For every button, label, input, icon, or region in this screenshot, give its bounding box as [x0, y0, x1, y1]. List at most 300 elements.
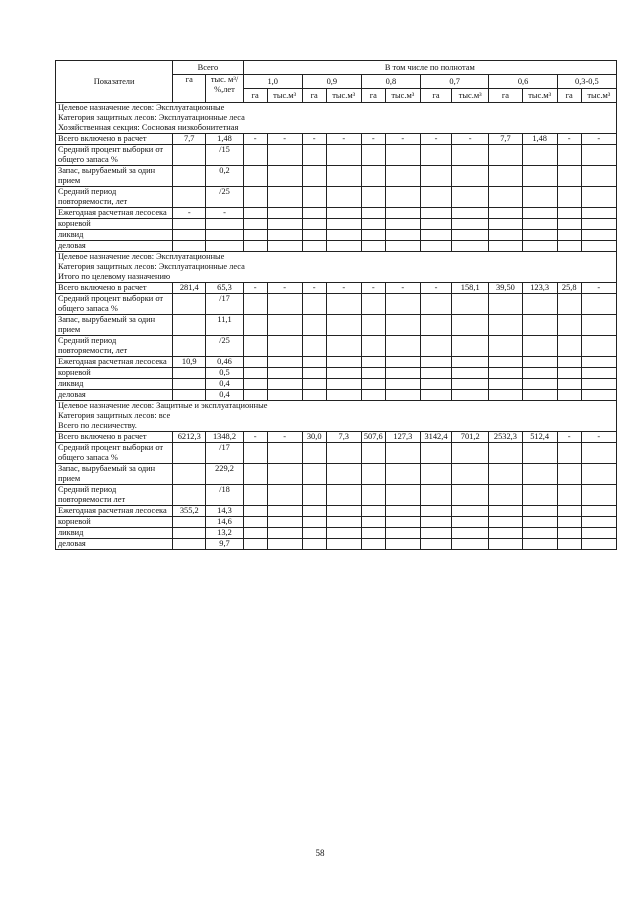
cell-density — [581, 336, 616, 357]
cell-density — [489, 336, 522, 357]
header-density: 0,9 — [302, 75, 361, 89]
cell-density — [581, 315, 616, 336]
cell-density — [243, 219, 267, 230]
cell-density — [361, 219, 385, 230]
section-heading-line: Категория защитных лесов: Эксплуатационные леса — [58, 262, 245, 271]
cell-total-m3: 1348,2 — [206, 432, 243, 443]
row-label: корневой — [56, 368, 173, 379]
cell-density — [326, 336, 361, 357]
cell-density — [452, 145, 489, 166]
cell-density — [267, 294, 302, 315]
cell-density — [267, 368, 302, 379]
cell-density — [557, 485, 581, 506]
cell-density — [581, 379, 616, 390]
row-label: Ежегодная расчетная лесосека — [56, 506, 173, 517]
cell-density: 127,3 — [385, 432, 420, 443]
table-row — [56, 219, 617, 230]
section-heading-line: Хозяйственная секция: Сосновая низкобонитетная — [58, 123, 239, 132]
cell-total-m3 — [206, 219, 243, 230]
cell-density — [267, 539, 302, 550]
cell-total-ha — [173, 219, 206, 230]
header-indicators: Показатели — [56, 61, 173, 103]
cell-total-ha — [173, 517, 206, 528]
section-heading-line: Категория защитных лесов: все — [58, 411, 171, 420]
cell-density — [522, 241, 557, 252]
cell-density — [326, 145, 361, 166]
cell-total-ha: 281,4 — [173, 283, 206, 294]
cell-density — [581, 506, 616, 517]
cell-density — [557, 390, 581, 401]
cell-density — [489, 230, 522, 241]
section-heading-line: Итого по целевому назначению — [58, 272, 171, 281]
cell-density — [557, 528, 581, 539]
cell-density — [361, 368, 385, 379]
cell-density — [420, 357, 451, 368]
cell-density — [489, 368, 522, 379]
cell-density — [302, 315, 326, 336]
cell-total-m3: 13,2 — [206, 528, 243, 539]
cell-density: 507,6 — [361, 432, 385, 443]
cell-total-ha — [173, 230, 206, 241]
cell-density — [302, 464, 326, 485]
cell-density — [267, 357, 302, 368]
cell-density: - — [420, 283, 451, 294]
cell-density — [361, 357, 385, 368]
cell-density — [326, 390, 361, 401]
cell-density — [385, 357, 420, 368]
cell-density: - — [581, 283, 616, 294]
cell-density — [581, 517, 616, 528]
cell-density — [420, 241, 451, 252]
cell-density — [420, 187, 451, 208]
cell-density — [522, 485, 557, 506]
cell-density — [581, 443, 616, 464]
cell-density — [557, 539, 581, 550]
cell-density — [581, 357, 616, 368]
cell-density — [489, 166, 522, 187]
cell-density — [361, 464, 385, 485]
cell-density — [420, 230, 451, 241]
cell-density — [361, 241, 385, 252]
cell-density — [267, 230, 302, 241]
cell-density — [361, 145, 385, 166]
cell-total-ha — [173, 464, 206, 485]
cell-density — [302, 294, 326, 315]
cell-density — [581, 294, 616, 315]
cell-density: 701,2 — [452, 432, 489, 443]
table-row — [56, 432, 617, 443]
cell-density: 39,50 — [489, 283, 522, 294]
cell-density — [267, 379, 302, 390]
cell-density — [385, 315, 420, 336]
cell-density — [326, 294, 361, 315]
row-label: корневой — [56, 517, 173, 528]
cell-density — [557, 145, 581, 166]
cell-density — [243, 357, 267, 368]
row-label: Всего включено в расчет — [56, 283, 173, 294]
cell-density — [326, 528, 361, 539]
cell-density — [522, 390, 557, 401]
cell-density — [557, 357, 581, 368]
cell-total-ha: - — [173, 208, 206, 219]
header-density: 1,0 — [243, 75, 302, 89]
cell-density — [522, 539, 557, 550]
cell-density — [302, 241, 326, 252]
cell-density — [326, 506, 361, 517]
row-label: Запас, вырубаемый за один прием — [56, 464, 173, 485]
cell-total-m3: /18 — [206, 485, 243, 506]
cell-total-m3 — [206, 241, 243, 252]
cell-density — [361, 208, 385, 219]
header-density: 0,8 — [361, 75, 420, 89]
cell-density — [267, 336, 302, 357]
cell-density: - — [361, 283, 385, 294]
cell-density — [557, 241, 581, 252]
cell-density — [243, 464, 267, 485]
cell-density: - — [452, 134, 489, 145]
table-row — [56, 134, 617, 145]
row-label: Средний период повторяемости, лет — [56, 187, 173, 208]
cell-density — [326, 219, 361, 230]
row-label: ликвид — [56, 379, 173, 390]
cell-density — [361, 443, 385, 464]
table-row — [56, 443, 617, 464]
row-label: Средний процент выборки от общего запаса % — [56, 294, 173, 315]
cell-total-m3: 9,7 — [206, 539, 243, 550]
row-label: деловая — [56, 241, 173, 252]
cell-density — [557, 379, 581, 390]
cell-density — [385, 506, 420, 517]
header-sub-m3: тыс.м³ — [267, 89, 302, 103]
table-row — [56, 357, 617, 368]
cell-total-m3: - — [206, 208, 243, 219]
cell-density — [557, 166, 581, 187]
table-header — [56, 61, 617, 103]
cell-density: 30,0 — [302, 432, 326, 443]
cell-density: - — [557, 432, 581, 443]
cell-total-m3: 65,3 — [206, 283, 243, 294]
cell-density — [522, 230, 557, 241]
cell-density: - — [581, 134, 616, 145]
cell-density — [522, 294, 557, 315]
cell-density — [361, 390, 385, 401]
cell-density — [326, 230, 361, 241]
cell-density: - — [267, 134, 302, 145]
cell-density — [420, 315, 451, 336]
table-row — [56, 294, 617, 315]
cell-density — [302, 357, 326, 368]
cell-density — [326, 485, 361, 506]
cell-density — [326, 368, 361, 379]
section-heading — [56, 103, 617, 134]
cell-density: - — [243, 134, 267, 145]
cell-total-m3: /25 — [206, 187, 243, 208]
cell-density — [581, 390, 616, 401]
cell-density — [243, 443, 267, 464]
cell-density — [302, 368, 326, 379]
cell-density — [452, 357, 489, 368]
cell-total-m3: 14,3 — [206, 506, 243, 517]
cell-density — [452, 336, 489, 357]
cell-density — [267, 506, 302, 517]
cell-density — [267, 517, 302, 528]
cell-density — [522, 443, 557, 464]
cell-density — [452, 464, 489, 485]
cell-density — [267, 485, 302, 506]
cell-density — [385, 230, 420, 241]
cell-density — [243, 390, 267, 401]
section-heading-line: Целевое назначение лесов: Эксплуатационные — [58, 252, 225, 261]
table-row — [56, 528, 617, 539]
header-sub-m3: тыс.м³ — [522, 89, 557, 103]
cell-density — [385, 294, 420, 315]
cell-density — [581, 230, 616, 241]
row-label: Средний процент выборки от общего запаса % — [56, 443, 173, 464]
section-heading-row — [56, 103, 617, 134]
cell-density — [243, 166, 267, 187]
cell-density — [581, 166, 616, 187]
cell-total-m3: 11,1 — [206, 315, 243, 336]
cell-total-ha — [173, 336, 206, 357]
header-sub-ha: га — [557, 89, 581, 103]
cell-density — [581, 208, 616, 219]
header-sub-ha: га — [420, 89, 451, 103]
section-heading-line: Целевое назначение лесов: Защитные и эксплуатационные — [58, 401, 268, 410]
cell-density — [420, 166, 451, 187]
page-number: 58 — [315, 848, 325, 858]
cell-total-ha — [173, 485, 206, 506]
cell-density — [243, 485, 267, 506]
cell-density — [581, 187, 616, 208]
cell-density — [243, 528, 267, 539]
table-row — [56, 517, 617, 528]
cell-density: 7,7 — [489, 134, 522, 145]
cell-density — [557, 464, 581, 485]
section-heading — [56, 401, 617, 432]
cell-density — [522, 315, 557, 336]
cell-density — [326, 443, 361, 464]
cell-density: 25,8 — [557, 283, 581, 294]
cell-density — [489, 485, 522, 506]
cell-density — [385, 517, 420, 528]
cell-density — [522, 379, 557, 390]
cell-density — [489, 294, 522, 315]
cell-total-m3: 0,4 — [206, 379, 243, 390]
cell-total-ha — [173, 443, 206, 464]
header-sub-ha: га — [489, 89, 522, 103]
row-label: Средний период повторяемости лет — [56, 485, 173, 506]
cell-total-ha — [173, 166, 206, 187]
cell-density — [302, 485, 326, 506]
header-density: 0,6 — [489, 75, 557, 89]
cell-density — [557, 315, 581, 336]
table-row — [56, 166, 617, 187]
cell-total-m3: 0,4 — [206, 390, 243, 401]
cell-total-ha — [173, 390, 206, 401]
row-label: Всего включено в расчет — [56, 432, 173, 443]
cell-density — [489, 506, 522, 517]
cell-total-ha: 355,2 — [173, 506, 206, 517]
cell-density — [302, 336, 326, 357]
cell-total-ha: 10,9 — [173, 357, 206, 368]
cell-total-m3: /15 — [206, 145, 243, 166]
cell-density — [557, 443, 581, 464]
header-density: 0,3-0,5 — [557, 75, 616, 89]
cell-density — [243, 208, 267, 219]
header-sub-m3: тыс.м³ — [385, 89, 420, 103]
cell-density — [452, 379, 489, 390]
row-label: ликвид — [56, 230, 173, 241]
cell-density: 7,3 — [326, 432, 361, 443]
cell-density — [489, 208, 522, 219]
cell-density — [489, 464, 522, 485]
cell-density — [581, 219, 616, 230]
section-heading-line: Категория защитных лесов: Эксплуатационные леса — [58, 113, 245, 122]
table-row — [56, 539, 617, 550]
cell-density: - — [557, 134, 581, 145]
cell-density — [326, 464, 361, 485]
cell-density — [522, 187, 557, 208]
cell-density — [581, 464, 616, 485]
cell-density — [522, 528, 557, 539]
cell-density: - — [302, 134, 326, 145]
cell-density — [489, 379, 522, 390]
cell-density — [489, 528, 522, 539]
cell-density — [581, 145, 616, 166]
cell-total-ha — [173, 241, 206, 252]
cell-density: - — [267, 283, 302, 294]
cell-density — [557, 506, 581, 517]
cell-density — [420, 539, 451, 550]
header-density: 0,7 — [420, 75, 488, 89]
cell-density — [243, 187, 267, 208]
cell-density — [452, 187, 489, 208]
table-row — [56, 145, 617, 166]
cell-density — [489, 517, 522, 528]
cell-density — [326, 357, 361, 368]
cell-density — [581, 539, 616, 550]
cell-total-ha: 6212,3 — [173, 432, 206, 443]
row-label: деловая — [56, 539, 173, 550]
cell-density — [326, 379, 361, 390]
cell-density — [243, 230, 267, 241]
row-label: Средний период повторяемости, лет — [56, 336, 173, 357]
cell-density — [522, 145, 557, 166]
cell-total-m3: /17 — [206, 294, 243, 315]
cell-density — [243, 315, 267, 336]
row-label: Запас, вырубаемый за один прием — [56, 166, 173, 187]
section-heading-row — [56, 401, 617, 432]
cell-density — [557, 517, 581, 528]
header-by-density: В том числе по полнотам — [243, 61, 616, 75]
row-label: Всего включено в расчет — [56, 134, 173, 145]
cell-density — [557, 187, 581, 208]
cell-total-m3 — [206, 230, 243, 241]
cell-density — [243, 241, 267, 252]
cell-density: - — [267, 432, 302, 443]
cell-total-ha — [173, 294, 206, 315]
cell-density — [385, 166, 420, 187]
cell-density — [302, 528, 326, 539]
cell-density: - — [420, 134, 451, 145]
cell-density — [581, 528, 616, 539]
cell-density: 123,3 — [522, 283, 557, 294]
cell-density — [452, 219, 489, 230]
cell-density — [302, 187, 326, 208]
cell-total-ha: 7,7 — [173, 134, 206, 145]
header-sub-m3: тыс.м³ — [452, 89, 489, 103]
cell-density — [302, 443, 326, 464]
cell-density — [452, 208, 489, 219]
row-label: корневой — [56, 219, 173, 230]
cell-density — [326, 166, 361, 187]
cell-density — [420, 464, 451, 485]
cell-density — [385, 443, 420, 464]
cell-total-m3: 0,2 — [206, 166, 243, 187]
cell-density: 2532,3 — [489, 432, 522, 443]
cell-density — [385, 145, 420, 166]
cell-density — [420, 517, 451, 528]
table-row — [56, 187, 617, 208]
cell-density — [557, 219, 581, 230]
cell-density — [420, 528, 451, 539]
cell-density — [452, 294, 489, 315]
cell-density — [420, 219, 451, 230]
header-sub-ha: га — [302, 89, 326, 103]
cell-density — [385, 368, 420, 379]
cell-total-ha — [173, 368, 206, 379]
cell-density — [302, 379, 326, 390]
row-label: Ежегодная расчетная лесосека — [56, 208, 173, 219]
cell-density — [452, 230, 489, 241]
cell-total-ha — [173, 539, 206, 550]
cell-density — [452, 443, 489, 464]
table-row — [56, 485, 617, 506]
cell-density — [267, 315, 302, 336]
cell-density — [267, 464, 302, 485]
cell-density — [489, 390, 522, 401]
cell-density — [326, 539, 361, 550]
cell-density — [489, 145, 522, 166]
cell-density — [302, 517, 326, 528]
cell-density: - — [361, 134, 385, 145]
cell-density — [326, 208, 361, 219]
cell-density — [302, 539, 326, 550]
cell-density: - — [385, 134, 420, 145]
cell-density — [522, 506, 557, 517]
forest-cutting-table — [55, 60, 617, 550]
cell-density: - — [302, 283, 326, 294]
cell-density — [557, 294, 581, 315]
cell-density — [302, 390, 326, 401]
row-label: Ежегодная расчетная лесосека — [56, 357, 173, 368]
cell-density — [452, 485, 489, 506]
cell-density — [557, 208, 581, 219]
table-row — [56, 368, 617, 379]
table-row — [56, 283, 617, 294]
cell-density — [522, 357, 557, 368]
cell-total-ha — [173, 145, 206, 166]
cell-density — [361, 315, 385, 336]
cell-density — [267, 443, 302, 464]
cell-density — [385, 187, 420, 208]
cell-density — [267, 145, 302, 166]
cell-density — [452, 315, 489, 336]
header-sub-ha: га — [243, 89, 267, 103]
cell-density — [326, 517, 361, 528]
cell-density — [452, 390, 489, 401]
cell-density: - — [326, 134, 361, 145]
